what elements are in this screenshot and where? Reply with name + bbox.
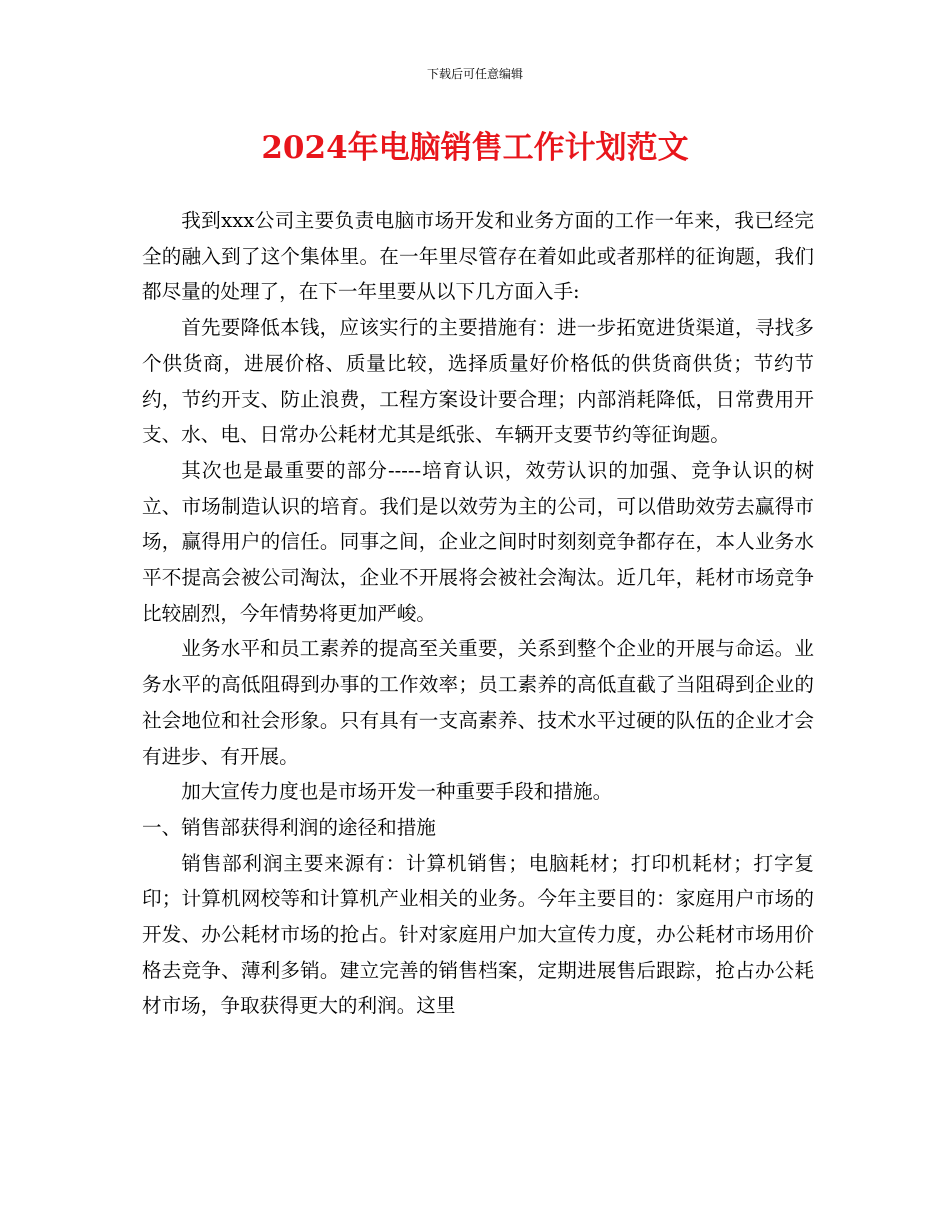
- paragraph-publicity: 加大宣传力度也是市场开发一种重要手段和措施。: [181, 780, 613, 804]
- paragraph-intro: 我到xxx公司主要负责电脑市场开发和业务方面的工作一年来，我已经完全的融入到了这个集体里。在一年里尽管存在着如此或者那样的征询题，我们都尽量的处理了，在下一年里要从以下几方面入手:: [142, 209, 814, 304]
- section-heading-profit: 一、销售部获得利润的途径和措施: [142, 815, 436, 839]
- paragraph-staff-quality: 业务水平和员工素养的提高至关重要，关系到整个企业的开展与命运。业务水平的高低阻碍到办事的工作效率；员工素养的高低直截了当阻碍到企业的社会地位和社会形象。只有具有一支高素养、技术水平过硬的队伍的企业才会有进步、有开展。: [142, 637, 814, 768]
- document-title: 2024年电脑销售工作计划范文: [261, 130, 689, 166]
- paragraph-awareness: 其次也是最重要的部分-----培育认识，效劳认识的加强、竞争认识的树立、市场制造认识的培育。我们是以效劳为主的公司，可以借助效劳去赢得市场，赢得用户的信任。同事之间，企业之间时时刻刻竞争都存在，本人业务水平不提高会被公司淘汰，企业不开展将会被社会淘汰。近几年，耗材市场竞争比较剧烈，今年情势将更加严峻。: [142, 458, 814, 625]
- document-body: [142, 203, 814, 1024]
- paragraph-profit-sources: 销售部利润主要来源有：计算机销售；电脑耗材；打印机耗材；打字复印；计算机网校等和计算机产业相关的业务。今年主要目的：家庭用户市场的开发、办公耗材市场的抢占。针对家庭用户加大宣传力度，办公耗材市场用价格去竞争、薄利多销。建立完善的销售档案，定期进展售后跟踪，抢占办公耗材市场，争取获得更大的利润。这里: [142, 851, 814, 1018]
- paragraph-cost-reduction: 首先要降低本钱，应该实行的主要措施有：进一步拓宽进货渠道，寻找多个供货商，进展价格、质量比较，选择质量好价格低的供货商供货；节约节约，节约开支、防止浪费，工程方案设计要合理；内部消耗降低，日常费用开支、水、电、日常办公耗材尤其是纸张、车辆开支要节约等征询题。: [142, 316, 814, 447]
- header-note: 下载后可任意编辑: [426, 67, 523, 81]
